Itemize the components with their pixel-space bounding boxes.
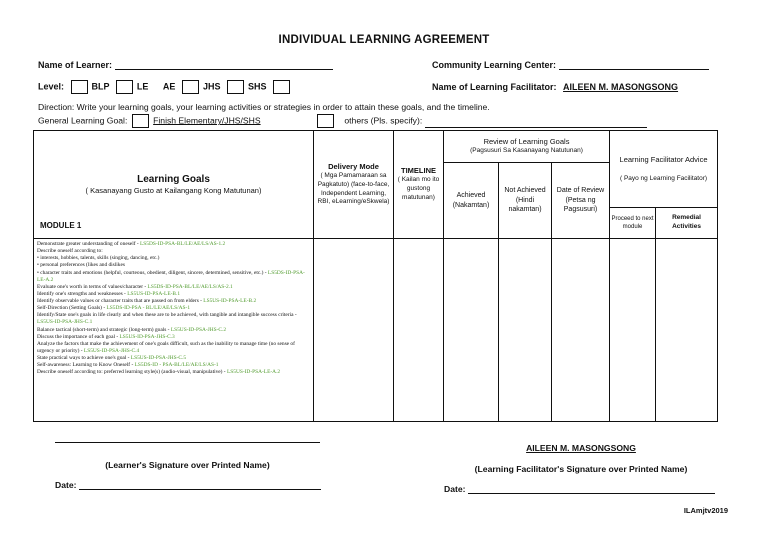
facilitator-signature-caption: (Learning Facilitator's Signature over Printed Name): [474, 464, 688, 474]
clc-label: Community Learning Center:: [432, 60, 557, 70]
date-review-cell[interactable]: [552, 239, 610, 422]
learning-goal-code: LS5US-ID-PSA-JHS-C.1: [37, 319, 93, 326]
learning-goal-line: [37, 312, 310, 326]
level-checkbox-blp[interactable]: [71, 80, 88, 94]
proceed-header: Proceed to next module: [610, 208, 656, 239]
learner-date-field[interactable]: [79, 489, 321, 490]
learning-goals-content: [34, 239, 314, 422]
date-review-title: Date of Review: [556, 187, 605, 195]
facilitator-date-label: Date:: [444, 484, 466, 494]
learning-goal-text: Self-Direction (Setting Goals) -: [37, 305, 107, 312]
learning-goal-text: Describe oneself according to: preferred learning style(s) (audio-visual, manipulative) -: [37, 369, 227, 376]
learning-goals-header: [34, 131, 314, 239]
timeline-cell[interactable]: [394, 239, 444, 422]
learning-goal-code: LS5US-ID-PSA-JHS-C.3: [119, 333, 175, 340]
level-checkbox-ae[interactable]: [182, 80, 199, 94]
not-achieved-title: Not Achieved: [504, 187, 546, 195]
learning-goal-text: Self-awareness: Learning to Know Oneself -: [37, 362, 135, 369]
learning-goal-text: Analyze the factors that make the achievement of one's goals difficult, such as the inability to manage time (no sense of urgency or priority) -: [37, 340, 295, 354]
level-label: Level:: [38, 81, 65, 92]
not-achieved-header: [499, 163, 552, 239]
learning-goal-text: Discuss the importance of each goal -: [37, 333, 120, 340]
review-header: [444, 131, 610, 163]
learning-goal-line: [37, 262, 310, 269]
learning-goal-line: [37, 291, 310, 298]
learning-goal-line: [37, 334, 310, 341]
learner-name-label: Name of Learner:: [38, 60, 113, 70]
learner-signature-line[interactable]: [55, 442, 320, 443]
clc-field[interactable]: [559, 69, 709, 70]
level-ae-label: AE: [162, 81, 176, 92]
learning-goal-code: LS5DS-ID - PSA-BL/LE/AE/LS/AS-1: [134, 362, 219, 369]
delivery-mode-title: Delivery Mode: [328, 161, 379, 171]
proceed-cell[interactable]: [610, 239, 656, 422]
learning-goal-text: • character traits and emotions (helpful, courteous, obedient, diligent, sincere, determined, sensitive, etc.) -: [37, 269, 268, 276]
others-field[interactable]: [425, 127, 647, 128]
document-title: INDIVIDUAL LEARNING AGREEMENT: [278, 34, 490, 46]
learning-goal-code: LS5DS-ID-PSA-BL/LE/AE/LS/AS-2.1: [147, 283, 233, 290]
learner-date-row: [55, 480, 321, 490]
facilitator-advice-title: Learning Facilitator Advice: [619, 154, 708, 164]
facilitator-name: AILEEN M. MASONGSONG: [563, 82, 679, 92]
learning-goal-text: Identify one's strengths and weaknesses -: [37, 290, 128, 297]
general-goal-checkbox[interactable]: [132, 114, 149, 128]
achieved-title: Achieved: [456, 192, 486, 200]
learning-goals-subtitle: ( Kasanayang Gusto at Kailangang Kong Matutunan): [85, 186, 262, 196]
achieved-header: [444, 163, 499, 239]
learning-goal-text: • personal preferences (likes and dislikes: [37, 262, 125, 269]
level-blp-label: BLP: [91, 81, 110, 92]
learner-signature-caption: (Learner's Signature over Printed Name): [105, 460, 270, 470]
facilitator-advice-subtitle: ( Payo ng Learning Facilitator): [619, 174, 708, 182]
learning-goal-text: • interests, hobbies, talents, skills (singing, dancing, etc.): [37, 255, 160, 262]
learning-goals-table: [33, 130, 718, 422]
timeline-subtitle: ( Kailan mo ito gustong matutunan): [397, 176, 440, 201]
delivery-mode-subtitle: ( Mga Pamamaraan sa Pagkatuto) (face-to-face, Independent Learning, RBI, eLearning/eSkwela): [317, 172, 390, 206]
learner-name-field[interactable]: [115, 69, 333, 70]
level-checkbox-shs[interactable]: [273, 80, 290, 94]
review-title: Review of Learning Goals: [483, 137, 570, 147]
remedial-header: Remedial Activities: [656, 208, 718, 239]
learning-goal-code: LS5US-ID-PSA-LE-B.2: [203, 298, 257, 304]
learning-goal-text: Demonstrate greater understanding of oneself -: [37, 241, 140, 247]
level-shs-label: SHS: [247, 81, 267, 92]
learning-goal-text: Balance tactical (short-term) and strategic (long-term) goals -: [37, 326, 171, 333]
facilitator-label: Name of Learning Facilitator:: [432, 82, 557, 92]
learning-goal-code: LS5DS-ID-PSA - BL/LE/AE/LS/AS-1: [106, 305, 191, 312]
level-jhs-label: JHS: [202, 81, 221, 92]
not-achieved-cell[interactable]: [499, 239, 552, 422]
learning-goal-line: [37, 284, 310, 291]
learning-goal-text: Evaluate one's worth in terms of values/character -: [37, 283, 148, 290]
learning-goal-code: LS5US-ID-PSA-JHS-C.2: [170, 326, 227, 333]
learning-goal-line: [37, 341, 310, 355]
learning-goal-code: LS5US-ID-PSA-LE-A.2: [226, 369, 281, 376]
others-checkbox[interactable]: [317, 114, 334, 128]
footer-code: ILAmjtv2019: [683, 506, 728, 515]
learning-goal-code: LS5DS-ID-PSA-LE-A.2: [37, 269, 305, 283]
learning-goal-text: Describe oneself according to:: [37, 248, 103, 255]
learning-goal-code: LS5DS-ID-PSA-BL/LE/AE/LS/AS-1.2: [139, 241, 226, 247]
learning-goals-title: Learning Goals: [137, 173, 210, 185]
timeline-header: [394, 131, 444, 239]
learning-goal-code: LS5US-ID-PSA-JHS-C.4: [83, 347, 140, 354]
general-goal-label: General Learning Goal:: [38, 115, 128, 126]
delivery-mode-cell[interactable]: [314, 239, 394, 422]
learning-goal-text: Identify observable values or character traits that are passed on from elders -: [37, 298, 204, 304]
learner-date-label: Date:: [55, 480, 77, 490]
facilitator-date-field[interactable]: [468, 493, 715, 494]
review-subtitle: (Pagsusuri Sa Kasanayang Natutunan): [470, 147, 583, 155]
learning-goal-line: [37, 327, 310, 334]
learning-goal-code: LS5US-ID-PSA-JHS-C.5: [130, 355, 187, 361]
learning-goal-line: [37, 270, 310, 284]
date-review-subtitle: (Petsa ng Pagsusuri): [563, 196, 598, 214]
level-checkbox-le[interactable]: [116, 80, 133, 94]
achieved-cell[interactable]: [444, 239, 499, 422]
learner-name-row: [38, 60, 333, 70]
delivery-mode-header: [314, 131, 394, 239]
learning-goal-text: State practical ways to achieve one's goal -: [37, 355, 131, 361]
achieved-subtitle: (Nakamtan): [452, 201, 490, 209]
clc-row: [432, 60, 709, 70]
learning-goal-line: [37, 369, 310, 376]
facilitator-advice-header: [610, 131, 718, 208]
timeline-title: TIMELINE: [401, 166, 436, 176]
learning-goal-text: Identify/State one's goals in life clearly and when these are to be achieved, with tangible and intangible success criteria -: [37, 312, 297, 319]
general-goal-option: Finish Elementary/JHS/SHS: [153, 115, 261, 126]
facilitator-signature-name: AILEEN M. MASONGSONG: [526, 443, 636, 453]
learning-goal-code: LS5US-ID-PSA-LE-B.1: [127, 290, 181, 297]
remedial-cell[interactable]: [656, 239, 718, 422]
level-checkbox-jhs[interactable]: [227, 80, 244, 94]
facilitator-row: [432, 82, 678, 92]
not-achieved-subtitle: (Hindi nakamtan): [508, 196, 542, 214]
level-le-label: LE: [136, 81, 149, 92]
direction-text: Direction: Write your learning goals, your learning activities or strategies in order to attain these goals, and the timeline.: [38, 102, 490, 112]
general-goal-row: [38, 114, 647, 128]
others-label: others (Pls. specify):: [344, 115, 423, 126]
facilitator-date-row: [444, 484, 715, 494]
level-row: [38, 80, 294, 94]
module-label: MODULE 1: [40, 221, 82, 231]
date-review-header: [552, 163, 610, 239]
